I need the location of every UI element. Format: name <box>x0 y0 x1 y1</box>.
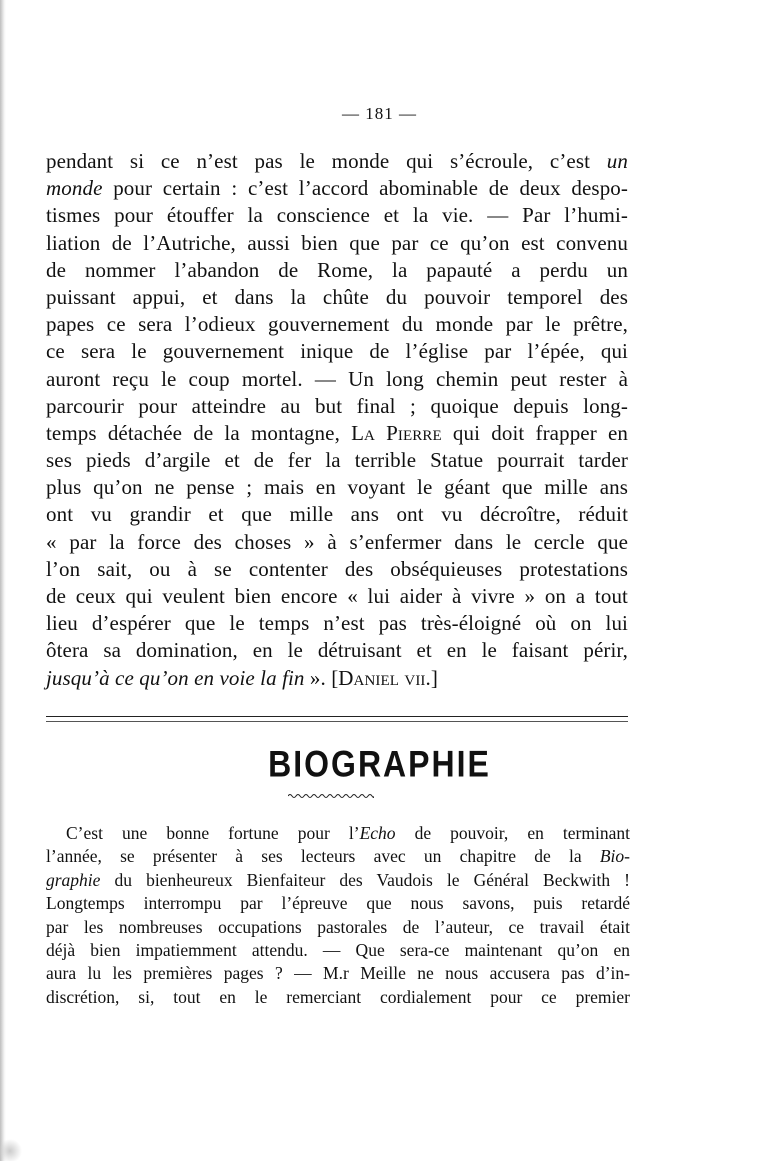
text-run: ». [ <box>304 665 339 690</box>
text-run: plus qu’on ne pense ; mais en voyant le géant que mille ans <box>46 475 628 500</box>
text-line <box>46 257 628 284</box>
text-run: Longtemps interrompu par l’épreuve que nous savons, puis retardé <box>46 893 630 914</box>
text-line <box>46 175 628 202</box>
text-line <box>46 986 630 1009</box>
text-run: pour certain : c’est l’accord abominable de deux despo- <box>102 176 628 201</box>
small-caps-text: Daniel vii. <box>338 665 431 690</box>
small-caps-text: La Pierre <box>351 420 442 445</box>
text-line <box>46 393 628 420</box>
text-run: ] <box>430 665 438 690</box>
text-line <box>46 939 630 962</box>
text-line <box>46 366 628 393</box>
text-run: temps détachée de la montagne, <box>46 420 352 445</box>
italic-text: Echo <box>359 823 396 843</box>
text-line <box>46 665 628 692</box>
italic-text: un <box>606 149 628 173</box>
text-line <box>46 962 630 985</box>
text-run: papes ce sera l’odieux gouvernement du monde par le prêtre, <box>46 312 628 337</box>
text-run: ce sera le gouvernement inique de l’église par l’épée, qui <box>46 339 628 364</box>
text-line <box>46 610 628 637</box>
text-run: aura lu les premières pages ? — M.r Meille ne nous accusera pas d’in- <box>46 963 630 984</box>
text-line <box>46 202 628 229</box>
text-line <box>46 338 628 365</box>
section-divider-thick <box>46 716 628 717</box>
italic-text: graphie <box>46 869 101 890</box>
text-run: C’est une bonne fortune pour l’ <box>66 823 360 843</box>
text-line <box>46 845 630 868</box>
text-run: puissant appui, et dans la chûte du pouvoir temporel des <box>46 284 628 309</box>
text-line <box>46 583 628 610</box>
italic-text: jusqu’à ce qu’on en voie la fin <box>46 665 305 690</box>
italic-text: Bio- <box>599 846 630 867</box>
text-line <box>46 822 630 845</box>
text-run: ses pieds d’argile et de fer la terrible Statue pourrait tarder <box>46 448 628 473</box>
text-run: qui doit frapper en <box>441 420 628 445</box>
section-divider-thin <box>46 721 628 722</box>
scan-smudge <box>0 1131 40 1161</box>
text-run: tismes pour étouffer la conscience et la vie. — Par l’humi- <box>46 203 628 228</box>
text-run: l’on sait, ou à se contenter des obséquieuses protestations <box>46 556 628 581</box>
text-run: parcourir pour atteindre au but final ; quoique depuis long- <box>46 393 628 418</box>
text-line <box>46 447 628 474</box>
text-run: l’année, se présenter à ses lecteurs avec un chapitre de la <box>46 846 600 867</box>
section-title: BIOGRAPHIE <box>268 743 491 785</box>
text-run: par les nombreuses occupations pastorales de l’auteur, ce travail était <box>46 916 630 937</box>
text-run: de pouvoir, en terminant <box>395 823 630 843</box>
body-paragraph <box>46 148 628 692</box>
text-line <box>46 284 628 311</box>
text-line <box>46 916 630 939</box>
text-run: ôtera sa domination, en le détruisant et en le faisant périr, <box>46 638 628 663</box>
text-line <box>46 148 628 175</box>
text-line <box>46 501 628 528</box>
text-run: discrétion, si, tout en le remerciant cordialement pour ce premier <box>46 986 630 1007</box>
text-line <box>46 474 628 501</box>
text-line <box>46 637 628 664</box>
italic-text: monde <box>46 176 103 201</box>
text-line <box>46 529 628 556</box>
text-line <box>46 420 628 447</box>
page-edge-shadow <box>0 0 6 1161</box>
text-run: du bienheureux Bienfaiteur des Vaudois le Général Beckwith ! <box>100 869 630 890</box>
text-run: auront reçu le coup mortel. — Un long chemin peut rester à <box>46 366 628 391</box>
text-line <box>46 892 630 915</box>
biography-paragraph <box>46 822 630 1009</box>
wavy-ornament <box>288 792 374 800</box>
text-run: déjà bien impatiemment attendu. — Que sera-ce maintenant qu’on en <box>46 939 630 960</box>
page-number: — 181 — <box>342 104 417 123</box>
text-run: pendant si ce n’est pas le monde qui s’écroule, c’est <box>46 149 607 173</box>
text-run: de ceux qui veulent bien encore « lui aider à vivre » on a tout <box>46 584 628 608</box>
text-run: de nommer l’abandon de Rome, la papauté a perdu un <box>46 257 628 282</box>
text-line <box>46 556 628 583</box>
text-run: « par la force des choses » à s’enfermer dans le cercle que <box>46 529 628 554</box>
text-line <box>46 869 630 892</box>
text-run: liation de l’Autriche, aussi bien que par ce qu’on est convenu <box>46 230 628 255</box>
text-line <box>46 230 628 257</box>
text-run: lieu d’espérer que le temps n’est pas très-éloigné où on lui <box>46 611 628 636</box>
text-line <box>46 311 628 338</box>
text-run: ont vu grandir et que mille ans ont vu décroître, réduit <box>46 502 628 527</box>
